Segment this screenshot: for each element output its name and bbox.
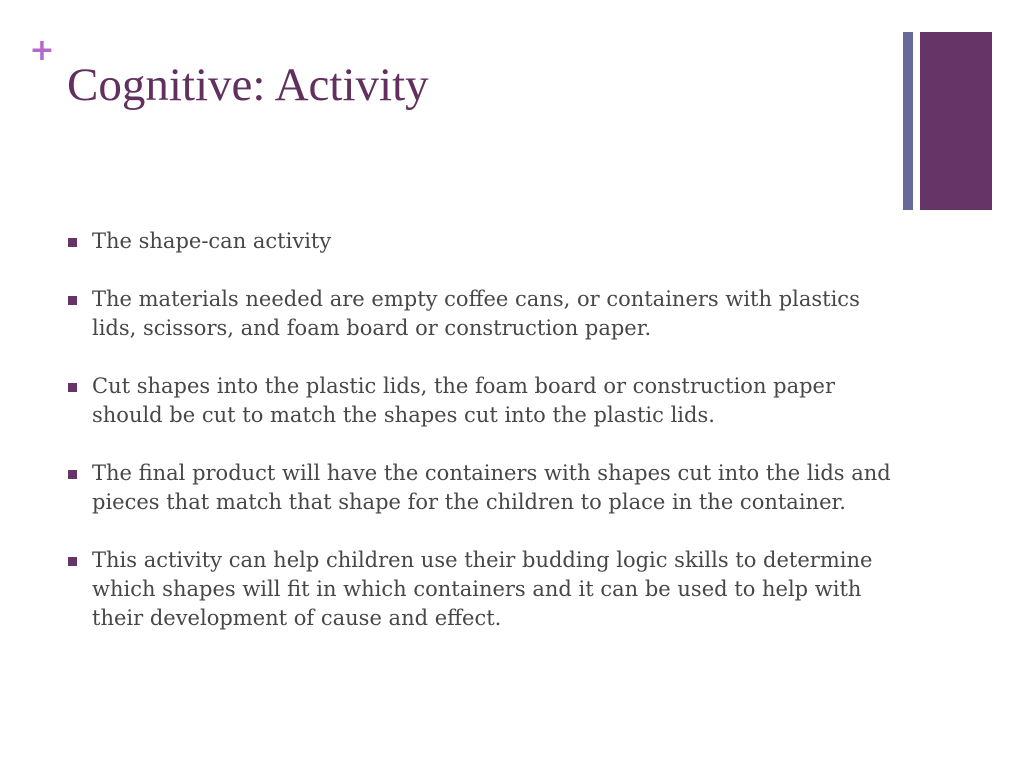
square-bullet-icon <box>68 383 77 392</box>
square-bullet-icon <box>68 470 77 479</box>
bullet-item <box>68 372 898 430</box>
bullet-text: The shape-can activity <box>92 229 332 253</box>
bullet-item <box>68 227 898 256</box>
bullet-item <box>68 285 898 343</box>
decorative-bar-thick <box>920 32 992 210</box>
square-bullet-icon <box>68 238 77 247</box>
bullet-list <box>68 227 898 662</box>
bullet-text: The final product will have the containers with shapes cut into the lids and pieces that match that shape for the children to place in the container. <box>92 461 891 514</box>
slide-title: Cognitive: Activity <box>67 59 429 111</box>
plus-icon: + <box>29 33 55 68</box>
bullet-text: This activity can help children use their budding logic skills to determine which shapes will fit in which containers and it can be used to help with their development of cause and effect. <box>92 548 873 630</box>
bullet-item <box>68 546 898 633</box>
square-bullet-icon <box>68 296 77 305</box>
square-bullet-icon <box>68 557 77 566</box>
bullet-item <box>68 459 898 517</box>
bullet-text: The materials needed are empty coffee cans, or containers with plastics lids, scissors, and foam board or construction paper. <box>92 287 860 340</box>
decorative-bar-thin <box>903 32 913 210</box>
bullet-text: Cut shapes into the plastic lids, the foam board or construction paper should be cut to match the shapes cut into the plastic lids. <box>92 374 836 427</box>
